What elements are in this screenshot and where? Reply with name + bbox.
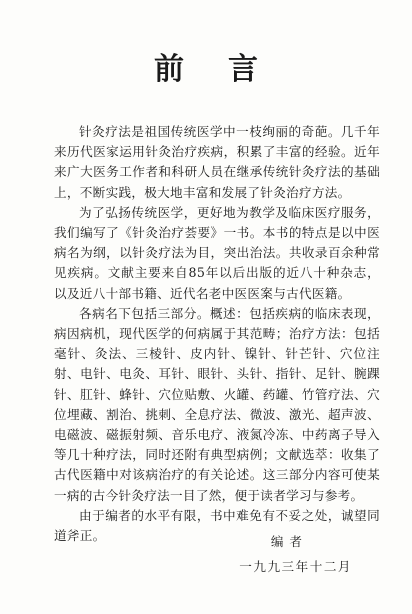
paragraph-1: 针灸疗法是祖国传统医学中一枝绚丽的奇葩。几千年来历代医家运用针灸治疗疾病，积累了丰富的经验。近年来广大医务工作者和科研人员在继承传统针灸疗法的基础上，不断实践，极大地丰富和发展了针灸治疗方法。 xyxy=(54,124,380,200)
paragraph-2: 为了弘扬传统医学，更好地为教学及临床医疗服务，我们编写了《针灸治疗荟要》一书。本书的特点是以中医病名为纲，以针灸疗法为目，突出治法。共收录百余种常见疾病。文献主要来自85年以后出版的近八十种杂志，以及近八十部书籍、近代名老中医医案与古代医籍。 xyxy=(54,204,380,301)
paragraph-4: 由于编者的水平有限，书中难免有不妥之处，诚望同道斧正。 xyxy=(54,507,380,544)
page-title: 前言 xyxy=(154,52,302,87)
preface-body xyxy=(54,122,380,546)
paragraph-3: 各病名下包括三部分。概述：包括疾病的临床表现，病因病机，现代医学的何病属于其范畴；治疗方法：包括毫针、灸法、三棱针、皮内针、镍针、针芒针、穴位注射、电针、电灸、耳针、眼针、头针、指针、足针、腕踝针、肛针、蜂针、穴位贴敷、火罐、药罐、竹管疗法、穴位埋藏、割治、挑刺、全息疗法、微波、激光、超声波、电磁波、磁振射频、音乐电疗、液氮冷冻、中药离子导入等几十种疗法，同时还附有典型病例；文献选萃：收集了古代医籍中对该病治疗的有关论述。这三部分内容可使某一病的古今针灸疗法一目了然，便于读者学习与参考。 xyxy=(54,305,380,503)
signature-author: 编者 xyxy=(270,534,308,549)
signature-date: 一九九三年十二月 xyxy=(239,559,352,574)
